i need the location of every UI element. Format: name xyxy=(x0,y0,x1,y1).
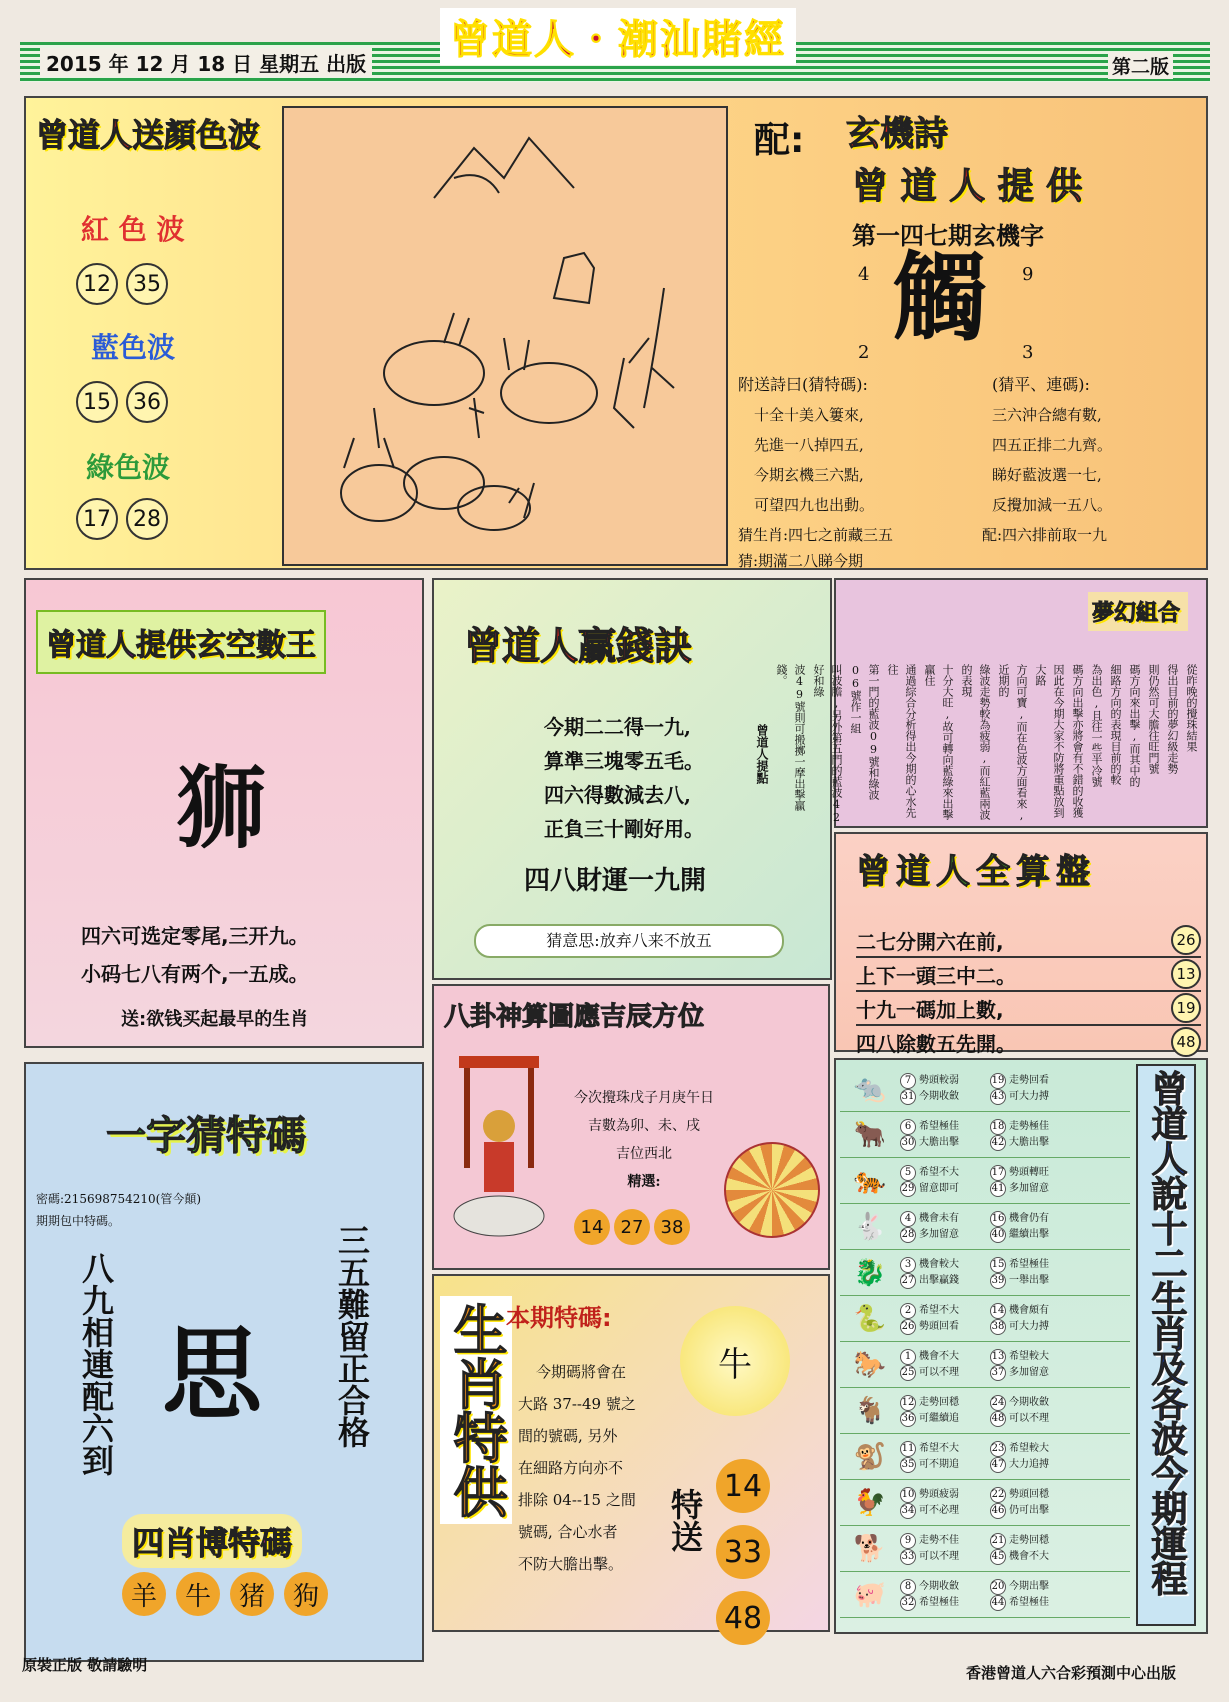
zodiac-text: 希望不大 xyxy=(919,1305,959,1316)
special-number: 33 xyxy=(716,1525,770,1579)
zodiac-row xyxy=(840,1066,1130,1112)
zodiac-num: 43 xyxy=(990,1089,1006,1105)
zodiac-text: 出擊贏錢 xyxy=(919,1275,959,1286)
zodiac-num: 34 xyxy=(900,1503,916,1519)
four-zodiac-item: 狗 xyxy=(284,1572,328,1616)
poem-guess2: 猜:期滿二八睇今期 xyxy=(738,552,864,570)
king-send: 送:欲钱买起最早的生肖 xyxy=(121,1009,309,1030)
poem-right-head: (猜平、連碼): xyxy=(992,375,1090,394)
bagua-number: 38 xyxy=(654,1209,690,1245)
abacus-text: 二七分開六在前, xyxy=(856,929,1004,954)
zodiac-left-cell xyxy=(900,1487,990,1519)
poem-provider: 曾 道 人 提 供 xyxy=(852,166,1083,207)
zodiac-row xyxy=(840,1158,1130,1204)
zodiac-num: 25 xyxy=(900,1365,916,1381)
footer-left: 原裝正版 敬請驗明 xyxy=(22,1656,148,1674)
poem-line: 十全十美入簍來, xyxy=(754,406,864,424)
zodiac-num: 26 xyxy=(900,1319,916,1335)
zodiac-text: 勢頭疲弱 xyxy=(919,1489,959,1500)
poem-line: 先進一八掉四五, xyxy=(754,436,864,454)
zodiac-special-side: 生肖特供 xyxy=(440,1296,512,1524)
zodiac-row xyxy=(840,1296,1130,1342)
zodiac-num: 32 xyxy=(900,1595,916,1611)
zodiac-left-cell xyxy=(900,1303,990,1335)
dream-col: 因此在今期大家不防將重點放到大路 xyxy=(1034,664,1065,818)
red-wave-label: 紅 色 波 xyxy=(81,213,185,246)
king-title: 曾道人提供玄空數王 xyxy=(36,610,326,674)
win-extra: 四八財運一九開 xyxy=(524,866,707,896)
color-wave-title: 曾道人送顏色波 xyxy=(36,116,261,154)
zodiac-table-section xyxy=(834,1058,1208,1634)
poem-num-4: 4 xyxy=(858,264,870,285)
zodiac-num: 14 xyxy=(990,1303,1006,1319)
bagua-line2: 吉數為卯、未、戌 xyxy=(588,1118,700,1134)
zodiac-text: 一舉出擊 xyxy=(1009,1275,1049,1286)
dream-col: 則仍然可大膽往旺門號 xyxy=(1147,664,1160,774)
zodiac-num: 46 xyxy=(990,1503,1006,1519)
win-line: 正負三十剛好用。 xyxy=(544,817,704,841)
poem-num-3: 3 xyxy=(1022,342,1034,363)
zodiac-left-cell xyxy=(900,1579,990,1611)
zodiac-text: 多加留意 xyxy=(1009,1367,1049,1378)
special-line: 大路 37--49 號之 xyxy=(518,1395,636,1413)
bagua-rider-picture xyxy=(444,1046,554,1246)
zodiac-text: 希望不大 xyxy=(919,1167,959,1178)
red-number: 12 xyxy=(76,263,118,305)
zodiac-num: 19 xyxy=(990,1073,1006,1089)
poem-line: 反攪加減一五八。 xyxy=(992,496,1113,514)
zodiac-row xyxy=(840,1526,1130,1572)
zodiac-text: 勢頭較弱 xyxy=(919,1075,959,1086)
poem-char: 觸 xyxy=(892,241,988,354)
poem-guess-zodiac: 猜生肖:四七之前藏三五 xyxy=(738,526,894,544)
zodiac-num: 5 xyxy=(900,1165,916,1181)
zodiac-text: 可大力搏 xyxy=(1009,1091,1049,1102)
special-number: 14 xyxy=(716,1459,770,1513)
zodiac-right-cell xyxy=(990,1303,1080,1335)
zodiac-num: 12 xyxy=(900,1395,916,1411)
dream-section xyxy=(755,578,1208,828)
zodiac-text: 勢頭轉旺 xyxy=(1009,1167,1049,1178)
four-zodiac-item: 羊 xyxy=(122,1572,166,1616)
zodiac-right-cell xyxy=(990,1533,1080,1565)
zodiac-num: 41 xyxy=(990,1181,1006,1197)
dream-sign: 曾道人提點 xyxy=(755,724,769,784)
zodiac-text: 今期收斂 xyxy=(1009,1397,1049,1408)
zodiac-num: 31 xyxy=(900,1089,916,1105)
abacus-row xyxy=(856,958,1201,992)
abacus-num: 13 xyxy=(1171,959,1201,989)
zodiac-num: 9 xyxy=(900,1533,916,1549)
green-number: 17 xyxy=(76,498,118,540)
abacus-text: 四八除數五先開。 xyxy=(856,1031,1016,1056)
zodiac-text: 走勢極佳 xyxy=(1009,1121,1049,1132)
bagua-info xyxy=(554,1084,734,1196)
zodiac-right-cell xyxy=(990,1441,1080,1473)
dream-col: 通過綜合分析得出今期的心水先往 xyxy=(886,664,917,818)
zodiac-text: 今期出擊 xyxy=(1009,1581,1049,1592)
abacus-num: 48 xyxy=(1171,1027,1201,1057)
zodiac-row xyxy=(840,1572,1130,1618)
zodiac-right-cell xyxy=(990,1395,1080,1427)
snake-icon: 🐍 xyxy=(853,1303,887,1334)
poem-left-lines xyxy=(754,400,874,520)
abacus-num: 19 xyxy=(1171,993,1201,1023)
zodiac-text: 今期收斂 xyxy=(919,1581,959,1592)
zodiac-text: 走勢回看 xyxy=(1009,1075,1049,1086)
zodiac-text: 希望較大 xyxy=(1009,1351,1049,1362)
abacus-rows xyxy=(856,924,1201,1060)
guess-char-title: 一字猜特碼 xyxy=(106,1113,306,1159)
bagua-compass-icon xyxy=(724,1142,820,1238)
zodiac-text: 可不期追 xyxy=(919,1459,959,1470)
zodiac-num: 27 xyxy=(900,1273,916,1289)
zodiac-row xyxy=(840,1250,1130,1296)
bagua-number: 14 xyxy=(574,1209,610,1245)
dream-col: 碼方向出擊亦將會有不錯的收獲 xyxy=(1071,664,1084,818)
zodiac-num: 45 xyxy=(990,1549,1006,1565)
special-line: 在細路方向亦不 xyxy=(518,1459,624,1477)
green-wave-label: 綠色波 xyxy=(86,451,171,484)
zodiac-right-cell xyxy=(990,1073,1080,1105)
zodiac-num: 44 xyxy=(990,1595,1006,1611)
zodiac-row xyxy=(840,1112,1130,1158)
dream-title: 夢幻組合 xyxy=(1088,592,1188,631)
zodiac-text: 機會不大 xyxy=(1009,1551,1049,1562)
dream-col: 第一門的藍波09號和綠波06號作一組 xyxy=(849,664,880,800)
win-line: 四六得數減去八, xyxy=(544,783,691,807)
zodiac-text: 大力追搏 xyxy=(1009,1459,1049,1470)
king-line2: 小码七八有两个,一五成。 xyxy=(81,962,309,986)
zodiac-row xyxy=(840,1342,1130,1388)
special-send: 特送 xyxy=(666,1488,704,1552)
four-zodiac-item: 牛 xyxy=(176,1572,220,1616)
dream-col: 細路方向的表現目前的較 xyxy=(1109,664,1122,785)
poem-left-head: 附送詩曰(猜特碼): xyxy=(738,375,868,394)
special-line: 間的號碼, 另外 xyxy=(518,1427,618,1445)
zodiac-num: 35 xyxy=(900,1457,916,1473)
abacus-text: 上下一頭三中二。 xyxy=(856,963,1016,988)
four-zodiac-list xyxy=(122,1569,328,1619)
zodiac-text: 留意即可 xyxy=(919,1183,959,1194)
zodiac-num: 4 xyxy=(900,1211,916,1227)
four-zodiac-title: 四肖博特碼 xyxy=(122,1514,302,1568)
zodiac-num: 21 xyxy=(990,1533,1006,1549)
zodiac-row xyxy=(840,1480,1130,1526)
zodiac-text: 仍可出擊 xyxy=(1009,1505,1049,1516)
win-line: 今期二二得一九, xyxy=(544,715,691,739)
zodiac-text: 多加留意 xyxy=(919,1229,959,1240)
win-title: 曾道人贏錢訣 xyxy=(464,624,693,668)
special-line: 排除 04--15 之間 xyxy=(518,1491,636,1509)
guess-char-right-col: 三五難留正合格 xyxy=(333,1224,371,1448)
zodiac-num: 37 xyxy=(990,1365,1006,1381)
zodiac-num: 20 xyxy=(990,1579,1006,1595)
poem-title: 玄機詩 xyxy=(846,114,948,154)
zodiac-num: 33 xyxy=(900,1549,916,1565)
zodiac-num: 8 xyxy=(900,1579,916,1595)
zodiac-num: 3 xyxy=(900,1257,916,1273)
zodiac-num: 13 xyxy=(990,1349,1006,1365)
guess-char-section xyxy=(24,1062,424,1662)
rat-icon: 🐀 xyxy=(853,1073,887,1104)
guess-char-main: 思 xyxy=(162,1315,262,1433)
abacus-section xyxy=(834,832,1208,1056)
win-hint-box xyxy=(474,924,784,958)
zodiac-text: 大膽出擊 xyxy=(1009,1137,1049,1148)
zodiac-num: 16 xyxy=(990,1211,1006,1227)
zodiac-num: 18 xyxy=(990,1119,1006,1135)
zodiac-num: 10 xyxy=(900,1487,916,1503)
abacus-row xyxy=(856,1026,1201,1060)
bagua-numbers xyxy=(574,1206,690,1248)
dog-icon: 🐕 xyxy=(853,1533,887,1564)
zodiac-num: 40 xyxy=(990,1227,1006,1243)
zodiac-num: 15 xyxy=(990,1257,1006,1273)
zodiac-num: 22 xyxy=(990,1487,1006,1503)
zodiac-num: 11 xyxy=(900,1441,916,1457)
zodiac-num: 28 xyxy=(900,1227,916,1243)
dream-col: 叫波膽,另外第五門的藍波42好和綠 xyxy=(812,664,843,824)
zodiac-text: 機會仍有 xyxy=(1009,1213,1049,1224)
special-numbers xyxy=(716,1456,770,1648)
edition-label: 第二版 xyxy=(1108,52,1173,79)
zodiac-text: 希望極佳 xyxy=(919,1597,959,1608)
zodiac-text: 可以不理 xyxy=(919,1367,959,1378)
blue-number: 15 xyxy=(76,381,118,423)
blue-wave-label: 藍色波 xyxy=(91,331,176,364)
zodiac-text: 可以不理 xyxy=(919,1551,959,1562)
win-lines xyxy=(544,710,704,846)
zodiac-text: 走勢不佳 xyxy=(919,1535,959,1546)
zodiac-text: 可大力搏 xyxy=(1009,1321,1049,1332)
special-animal: 牛 xyxy=(718,1344,752,1385)
zodiac-left-cell xyxy=(900,1441,990,1473)
horse-icon: 🐎 xyxy=(853,1349,887,1380)
zodiac-text: 希望不大 xyxy=(919,1443,959,1454)
zodiac-num: 2 xyxy=(900,1303,916,1319)
zodiac-num: 47 xyxy=(990,1457,1006,1473)
abacus-title: 曾道人全算盤 xyxy=(856,852,1096,892)
zodiac-right-cell xyxy=(990,1165,1080,1197)
zodiac-num: 7 xyxy=(900,1073,916,1089)
zodiac-special-text xyxy=(518,1356,636,1580)
newspaper-title: 曾道人・潮汕賭經 xyxy=(440,8,796,65)
abacus-row xyxy=(856,924,1201,958)
special-line: 不防大膽出擊。 xyxy=(518,1555,624,1573)
zodiac-text: 希望較大 xyxy=(1009,1443,1049,1454)
zodiac-text: 希望極佳 xyxy=(1009,1597,1049,1608)
zodiac-num: 29 xyxy=(900,1181,916,1197)
rabbit-icon: 🐇 xyxy=(853,1211,887,1242)
dream-col: 十分大旺,故可轉向藍綠來出擊贏住 xyxy=(923,664,954,820)
dream-col: 為出色,且往一些半冷號 xyxy=(1090,664,1103,787)
zodiac-row xyxy=(840,1388,1130,1434)
zodiac-left-cell xyxy=(900,1073,990,1105)
green-wave-numbers xyxy=(76,498,176,540)
special-line: 今期碼將會在 xyxy=(536,1363,627,1381)
zodiac-left-cell xyxy=(900,1119,990,1151)
guess-char-code2: 期期包中特碼。 xyxy=(36,1214,121,1228)
zodiac-text: 機會頗有 xyxy=(1009,1305,1049,1316)
poem-line: 今期玄機三六點, xyxy=(754,466,864,484)
bagua-section xyxy=(432,984,830,1270)
dream-col: 方向可寶,而在色波方面看來,近期的 xyxy=(997,664,1028,822)
goat-icon: 🐐 xyxy=(853,1395,887,1426)
red-wave-numbers xyxy=(76,263,176,305)
zodiac-table-side: 曾道人說十二生肖及各波今期運程 xyxy=(1136,1064,1196,1626)
zodiac-left-cell xyxy=(900,1257,990,1289)
pei-label: 配: xyxy=(754,120,805,161)
zodiac-text: 機會較大 xyxy=(919,1259,959,1270)
special-animal-badge xyxy=(680,1306,790,1416)
win-hint: 放弃八来不放五 xyxy=(599,931,712,950)
zodiac-text: 勢頭回看 xyxy=(919,1321,959,1332)
zodiac-num: 42 xyxy=(990,1135,1006,1151)
abacus-row xyxy=(856,992,1201,1026)
zodiac-text: 多加留意 xyxy=(1009,1183,1049,1194)
zodiac-num: 36 xyxy=(900,1411,916,1427)
top-section xyxy=(24,96,1208,570)
zodiac-num: 30 xyxy=(900,1135,916,1151)
zodiac-num: 1 xyxy=(900,1349,916,1365)
zodiac-text: 繼續出擊 xyxy=(1009,1229,1049,1240)
zodiac-right-cell xyxy=(990,1349,1080,1381)
poem-num-2: 2 xyxy=(858,342,870,363)
zodiac-num: 6 xyxy=(900,1119,916,1135)
dream-columns xyxy=(753,664,1200,824)
special-number: 48 xyxy=(716,1591,770,1645)
zodiac-table xyxy=(840,1066,1130,1618)
publish-date: 2015 年 12 月 18 日 星期五 出版 xyxy=(40,48,372,77)
zodiac-left-cell xyxy=(900,1349,990,1381)
zodiac-left-cell xyxy=(900,1395,990,1427)
poem-line: 三六沖合總有數, xyxy=(992,406,1102,424)
zodiac-text: 機會未有 xyxy=(919,1213,959,1224)
zodiac-text: 希望極佳 xyxy=(1009,1259,1049,1270)
rooster-icon: 🐓 xyxy=(853,1487,887,1518)
zodiac-num: 38 xyxy=(990,1319,1006,1335)
special-line: 號碼, 合心水者 xyxy=(518,1523,618,1541)
poem-pei2: 配:四六排前取一九 xyxy=(982,526,1108,544)
king-char: 狮 xyxy=(176,755,266,861)
zodiac-text: 可繼續追 xyxy=(919,1413,959,1424)
zodiac-num: 39 xyxy=(990,1273,1006,1289)
dream-col: 得出目前的夢幻級走勢 xyxy=(1166,664,1179,774)
zodiac-special-title: 本期特碼: xyxy=(506,1304,612,1332)
zodiac-num: 23 xyxy=(990,1441,1006,1457)
poem-line: 四五正排二九齊。 xyxy=(992,436,1113,454)
zodiac-right-cell xyxy=(990,1257,1080,1289)
footer-right: 香港曾道人六合彩預測中心出版 xyxy=(966,1664,1177,1682)
poem-num-9: 9 xyxy=(1022,264,1034,285)
poem-issue: 第一四七期玄機字 xyxy=(852,222,1044,250)
zodiac-left-cell xyxy=(900,1533,990,1565)
poem-line: 可望四九也出動。 xyxy=(754,496,875,514)
zodiac-num: 17 xyxy=(990,1165,1006,1181)
warrior-rider-icon xyxy=(444,1046,554,1246)
zodiac-row xyxy=(840,1204,1130,1250)
zodiac-text: 可以不理 xyxy=(1009,1413,1049,1424)
blue-number: 36 xyxy=(126,381,168,423)
green-number: 28 xyxy=(126,498,168,540)
king-section xyxy=(24,578,424,1048)
zodiac-text: 走勢回穩 xyxy=(919,1397,959,1408)
red-number: 35 xyxy=(126,263,168,305)
zodiac-right-cell xyxy=(990,1211,1080,1243)
pig-icon: 🐖 xyxy=(853,1579,887,1610)
zodiac-text: 走勢回穩 xyxy=(1009,1535,1049,1546)
zodiac-text: 勢頭回穩 xyxy=(1009,1489,1049,1500)
guess-char-code: 密碼:215698754210(管今顛) xyxy=(36,1192,202,1206)
king-line1: 四六可选定零尾,三开九。 xyxy=(81,924,309,948)
poem-line: 睇好藍波選一七, xyxy=(992,466,1102,484)
bagua-line3: 吉位西北 xyxy=(616,1146,672,1162)
zodiac-text: 大膽出擊 xyxy=(919,1137,959,1148)
tiger-icon: 🐅 xyxy=(853,1165,887,1196)
bagua-select: 精選: xyxy=(627,1174,661,1190)
poem-right-lines xyxy=(992,400,1112,520)
win-hint-label: 猜意思: xyxy=(546,931,600,950)
zodiac-num: 24 xyxy=(990,1395,1006,1411)
zodiac-row xyxy=(840,1434,1130,1480)
rabbit-sketch-svg xyxy=(284,108,726,564)
zodiac-right-cell xyxy=(990,1579,1080,1611)
dream-col: 碼方向來出擊,而其中的 xyxy=(1128,664,1141,787)
dream-col: 波49號則可搬擲一摩出擊贏錢。 xyxy=(775,664,806,811)
blue-wave-numbers xyxy=(76,381,176,423)
zodiac-right-cell xyxy=(990,1119,1080,1151)
guess-char-left-col: 八九相連配六到 xyxy=(77,1252,115,1476)
zodiac-left-cell xyxy=(900,1165,990,1197)
zodiac-text: 機會不大 xyxy=(919,1351,959,1362)
zodiac-text: 希望極佳 xyxy=(919,1121,959,1132)
abacus-text: 十九一碼加上數, xyxy=(856,997,1004,1022)
four-zodiac-item: 猪 xyxy=(230,1572,274,1616)
bagua-line1: 今次攪珠戊子月庚午日 xyxy=(574,1090,714,1106)
ox-icon: 🐂 xyxy=(853,1119,887,1150)
monkey-icon: 🐒 xyxy=(853,1441,887,1472)
win-line: 算準三塊零五毛。 xyxy=(544,749,704,773)
dream-col: 從昨晚的攪珠結果 xyxy=(1185,664,1198,752)
zodiac-text: 今期收斂 xyxy=(919,1091,959,1102)
zodiac-right-cell xyxy=(990,1487,1080,1519)
dragon-icon: 🐉 xyxy=(853,1257,887,1288)
zodiac-num: 48 xyxy=(990,1411,1006,1427)
bagua-number: 27 xyxy=(614,1209,650,1245)
zodiac-left-cell xyxy=(900,1211,990,1243)
zodiac-special-section xyxy=(432,1274,830,1636)
rabbit-sketch-picture xyxy=(282,106,728,566)
zodiac-text: 可不必理 xyxy=(919,1505,959,1516)
dream-col: 綠波走勢較為疲弱,而紅藍兩波的表現 xyxy=(960,664,991,820)
abacus-num: 26 xyxy=(1171,925,1201,955)
bagua-title: 八卦神算圖應吉辰方位 xyxy=(444,1002,705,1032)
